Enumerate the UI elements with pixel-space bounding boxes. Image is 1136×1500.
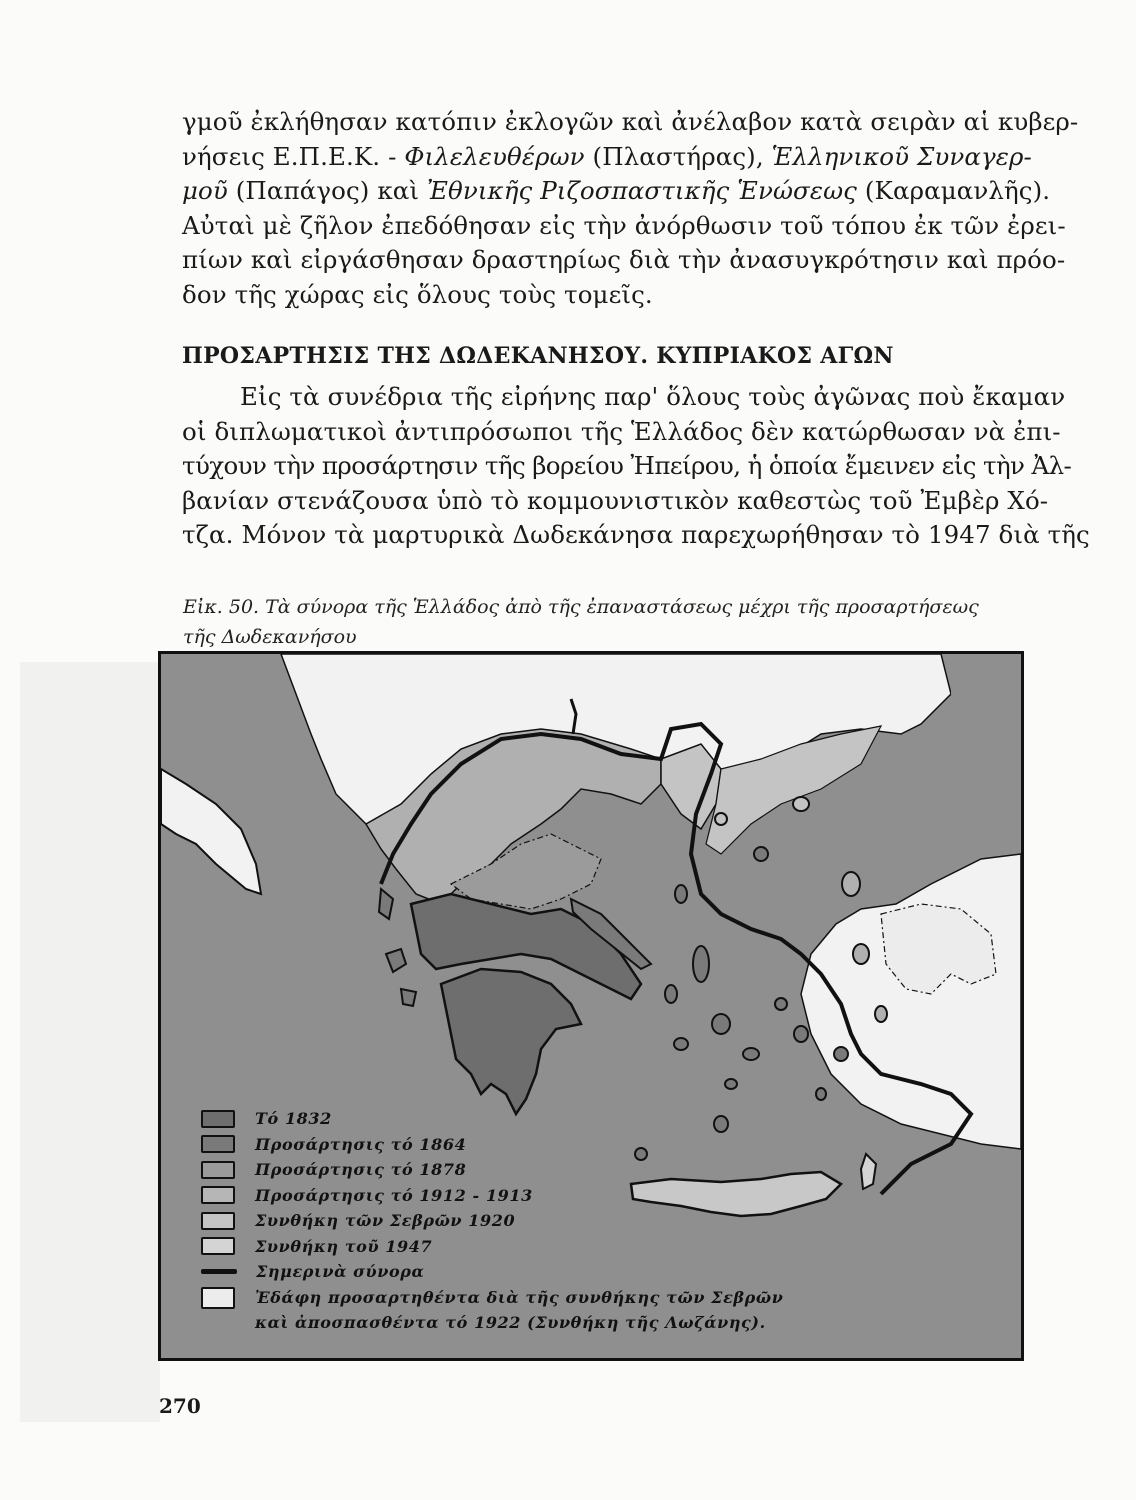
text-span-italic: Φιλελευθέρων: [404, 141, 585, 171]
region-1947-rhodes: [861, 1154, 876, 1189]
caption-line: τῆς Δωδεκανήσου: [183, 626, 357, 648]
legend-swatch: [201, 1212, 235, 1230]
text-line: Αὐταὶ μὲ ζῆλον ἐπεδόθησαν εἰς τὴν ἀνόρθωσιν τοῦ τόπου ἐκ τῶν ἐρει-: [182, 210, 1066, 240]
page-number: 270: [159, 1394, 201, 1418]
legend-swatch: [201, 1135, 235, 1153]
text-line: [182, 140, 1032, 175]
text-line: γμοῦ ἐκλήθησαν κατόπιν ἐκλογῶν καὶ ἀνέλαβον κατὰ σειρὰν αἱ κυβερ-: [182, 107, 1079, 136]
paragraph-bottom: [182, 380, 1090, 553]
text-line: [182, 174, 1051, 209]
text-span: (Παπάγος) καὶ: [227, 176, 427, 205]
legend-item-1864: [201, 1132, 783, 1158]
region-1864-kefalonia: [386, 949, 406, 972]
region-sevres-1920-thrace: [661, 744, 721, 829]
legend-item-1912-1913: [201, 1183, 783, 1209]
legend-swatch: [201, 1186, 235, 1204]
legend-item-lausanne: [201, 1285, 783, 1335]
legend-label: Σημερινὰ σύνορα: [256, 1262, 425, 1282]
text-line: βανίαν στενάζουσα ὑπὸ τὸ κομμουνιστικὸν καθεστὼς τοῦ Ἐμβὲρ Χό-: [182, 485, 1049, 515]
legend-swatch: [201, 1237, 235, 1255]
legend-label: Προσάρτησις τό 1864: [255, 1134, 467, 1154]
figure-caption: [183, 592, 1028, 652]
legend-item-sevres-1920: [201, 1208, 783, 1234]
text-line: Εἰς τὰ συνέδρια τῆς εἰρήνης παρ' ὅλους τοὺς ἀγῶνας ποὺ ἔκαμαν: [240, 382, 1066, 411]
region-1832-peloponnese: [441, 969, 581, 1114]
legend-label: Συνθήκη τῶν Σεβρῶν 1920: [255, 1211, 516, 1231]
region-1864-zakynthos: [401, 989, 416, 1006]
text-span-italic: μοῦ: [182, 176, 228, 205]
black-sea: [951, 654, 1021, 724]
legend-item-1878: [201, 1157, 783, 1183]
legend-item-present-border: [201, 1259, 783, 1285]
text-span: νήσεις Ε.Π.Ε.Κ. -: [182, 141, 405, 171]
scan-shadow: [20, 662, 160, 1422]
text-span: (Καραμανλῆς).: [857, 176, 1051, 205]
legend-swatch: [201, 1287, 235, 1309]
italy-heel: [161, 769, 261, 894]
map-legend: [201, 1106, 783, 1335]
text-line: τζα. Μόνον τὰ μαρτυρικὰ Δωδεκάνησα παρεχωρήθησαν τὸ 1947 διὰ τῆς: [182, 520, 1090, 549]
legend-label-block: [255, 1285, 783, 1335]
legend-swatch: [201, 1161, 235, 1179]
caption-line: Εἰκ. 50. Τὰ σύνορα τῆς Ἑλλάδος ἀπὸ τῆς ἐπαναστάσεως μέχρι τῆς προσαρτήσεως: [183, 596, 979, 618]
legend-label: Προσάρτησις τό 1912 - 1913: [255, 1185, 533, 1205]
legend-label: Προσάρτησις τό 1878: [255, 1160, 467, 1180]
legend-line-swatch: [201, 1269, 237, 1274]
text-line: τύχουν τὴν προσάρτησιν τῆς βορείου Ἠπείρου, ἡ ὁποία ἔμεινεν εἰς τὴν Ἀλ-: [182, 451, 1072, 480]
text-line: πίων καὶ εἰργάσθησαν δραστηρίως διὰ τὴν ἀνασυγκρότησιν καὶ πρόο-: [182, 245, 1066, 274]
legend-label: Τό 1832: [255, 1109, 332, 1129]
text-span-italic: Ἑλληνικοῦ Συναγερ-: [771, 141, 1032, 171]
legend-label: Συνθήκη τοῦ 1947: [255, 1236, 433, 1256]
region-1864-corfu: [379, 889, 393, 919]
legend-item-1832: [201, 1106, 783, 1132]
section-heading: ΠΡΟΣΑΡΤΗΣΙΣ ΤΗΣ ΔΩΔΕΚΑΝΗΣΟΥ. ΚΥΠΡΙΑΚΟΣ ΑΓΩΝ: [182, 343, 894, 369]
legend-swatch: [201, 1110, 235, 1128]
text-line: οἱ διπλωματικοὶ ἀντιπρόσωποι τῆς Ἑλλάδος δὲν κατώρθωσαν νὰ ἐπι-: [182, 416, 1061, 446]
map-figure: [158, 651, 1024, 1361]
text-line: δον τῆς χώρας εἰς ὅλους τοὺς τομεῖς.: [182, 279, 653, 309]
legend-label: καὶ ἀποσπασθέντα τό 1922 (Συνθήκη τῆς Λωζάνης).: [255, 1312, 766, 1332]
legend-item-1947: [201, 1234, 783, 1260]
anatolia-land: [801, 854, 1021, 1149]
text-span-italic: Ἐθνικῆς Ριζοσπαστικῆς Ἑνώσεως: [427, 176, 857, 205]
legend-label: Ἐδάφη προσαρτηθέντα διὰ τῆς συνθήκης τῶν Σεβρῶν: [255, 1287, 784, 1307]
paragraph-top: [182, 105, 1079, 312]
text-span: (Πλαστήρας),: [584, 141, 772, 171]
